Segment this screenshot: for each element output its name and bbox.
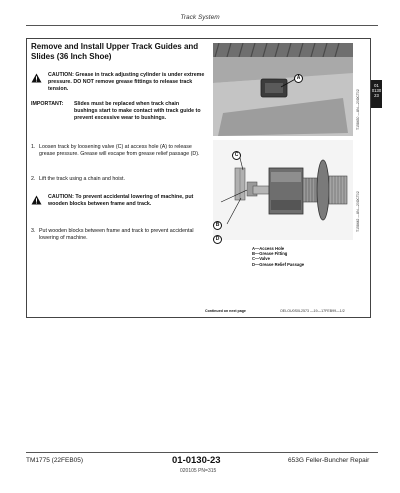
section-title: Remove and Install Upper Track Guides and Slides (36 Inch Shoe) — [31, 42, 199, 61]
step-text: Lift the track using a chain and hoist. — [39, 176, 125, 182]
side-tab-line3: 23 — [374, 93, 379, 98]
caution-text-2 — [48, 194, 206, 208]
step-number: 2. — [31, 176, 36, 182]
important-text: Slides must be replaced when track chain bushings start to make contact with track guide to prevent excessive wear to bushings. — [74, 101, 201, 121]
continued-note: Continued on next page — [205, 309, 246, 313]
footer-date-code: 020105 — [180, 468, 197, 474]
side-tab-line2: 0130 — [371, 88, 382, 93]
callout-b: B — [213, 221, 222, 230]
footer-page-number: 01-0130-23 — [172, 455, 221, 466]
side-tab-line1: 01 — [374, 83, 379, 88]
legend-item-c: C—Valve — [252, 256, 270, 262]
callout-a: A — [294, 74, 303, 83]
track-frame-illustration — [213, 43, 353, 136]
warning-triangle-icon — [31, 195, 42, 205]
caution-body-2: To prevent accidental lowering of machine, put wooden blocks between frame and track. — [48, 194, 194, 207]
legend-item-d: D—Grease Relief Passage — [252, 261, 305, 267]
step-number: 1. — [31, 144, 36, 150]
step-number: 3. — [31, 228, 36, 234]
step-text: Loosen track by loosening valve (C) at access hole (A) to release grease pressure. Grease will escape from grease relief passage (D). — [39, 144, 200, 157]
legend-item-b: B—Grease Fitting — [252, 251, 288, 257]
section-side-tab — [371, 80, 382, 108]
figure2-ref-code: T158442 —UN—20OCT02 — [356, 191, 360, 232]
callout-c: C — [232, 151, 241, 160]
header-rule — [26, 25, 378, 26]
caution-body-1: Grease in track adjusting cylinder is under extreme pressure. DO NOT remove grease fittings to release track tension. — [48, 72, 205, 92]
document-code: OELOU0S0L2573 —19—17FEB99—1/2 — [280, 309, 345, 313]
footer-page-sub: PN=315 — [198, 468, 217, 474]
step-text: Put wooden blocks between frame and track to prevent accidental lowering of machine. — [39, 228, 194, 241]
footer-date — [180, 468, 216, 474]
caution-text-1 — [48, 72, 206, 93]
caution-label-1: CAUTION: — [48, 72, 74, 78]
footer-rule — [26, 452, 378, 453]
warning-triangle-icon — [31, 73, 42, 83]
caution-label-2: CAUTION: — [48, 194, 74, 200]
page-header-title: Track System — [180, 14, 220, 21]
footer-machine-title: 653G Feller-Buncher Repair — [288, 457, 370, 464]
important-label: IMPORTANT: — [31, 101, 64, 107]
callout-d: D — [213, 235, 222, 244]
figure-track-frame-photo — [213, 43, 353, 136]
legend-item-a: A—Access Hole — [252, 246, 285, 251]
figure-legend — [252, 246, 304, 267]
footer-manual-id: TM1775 (22FEB05) — [26, 457, 84, 464]
figure1-ref-code: T158430 —UN—20OCT02 — [356, 89, 360, 130]
